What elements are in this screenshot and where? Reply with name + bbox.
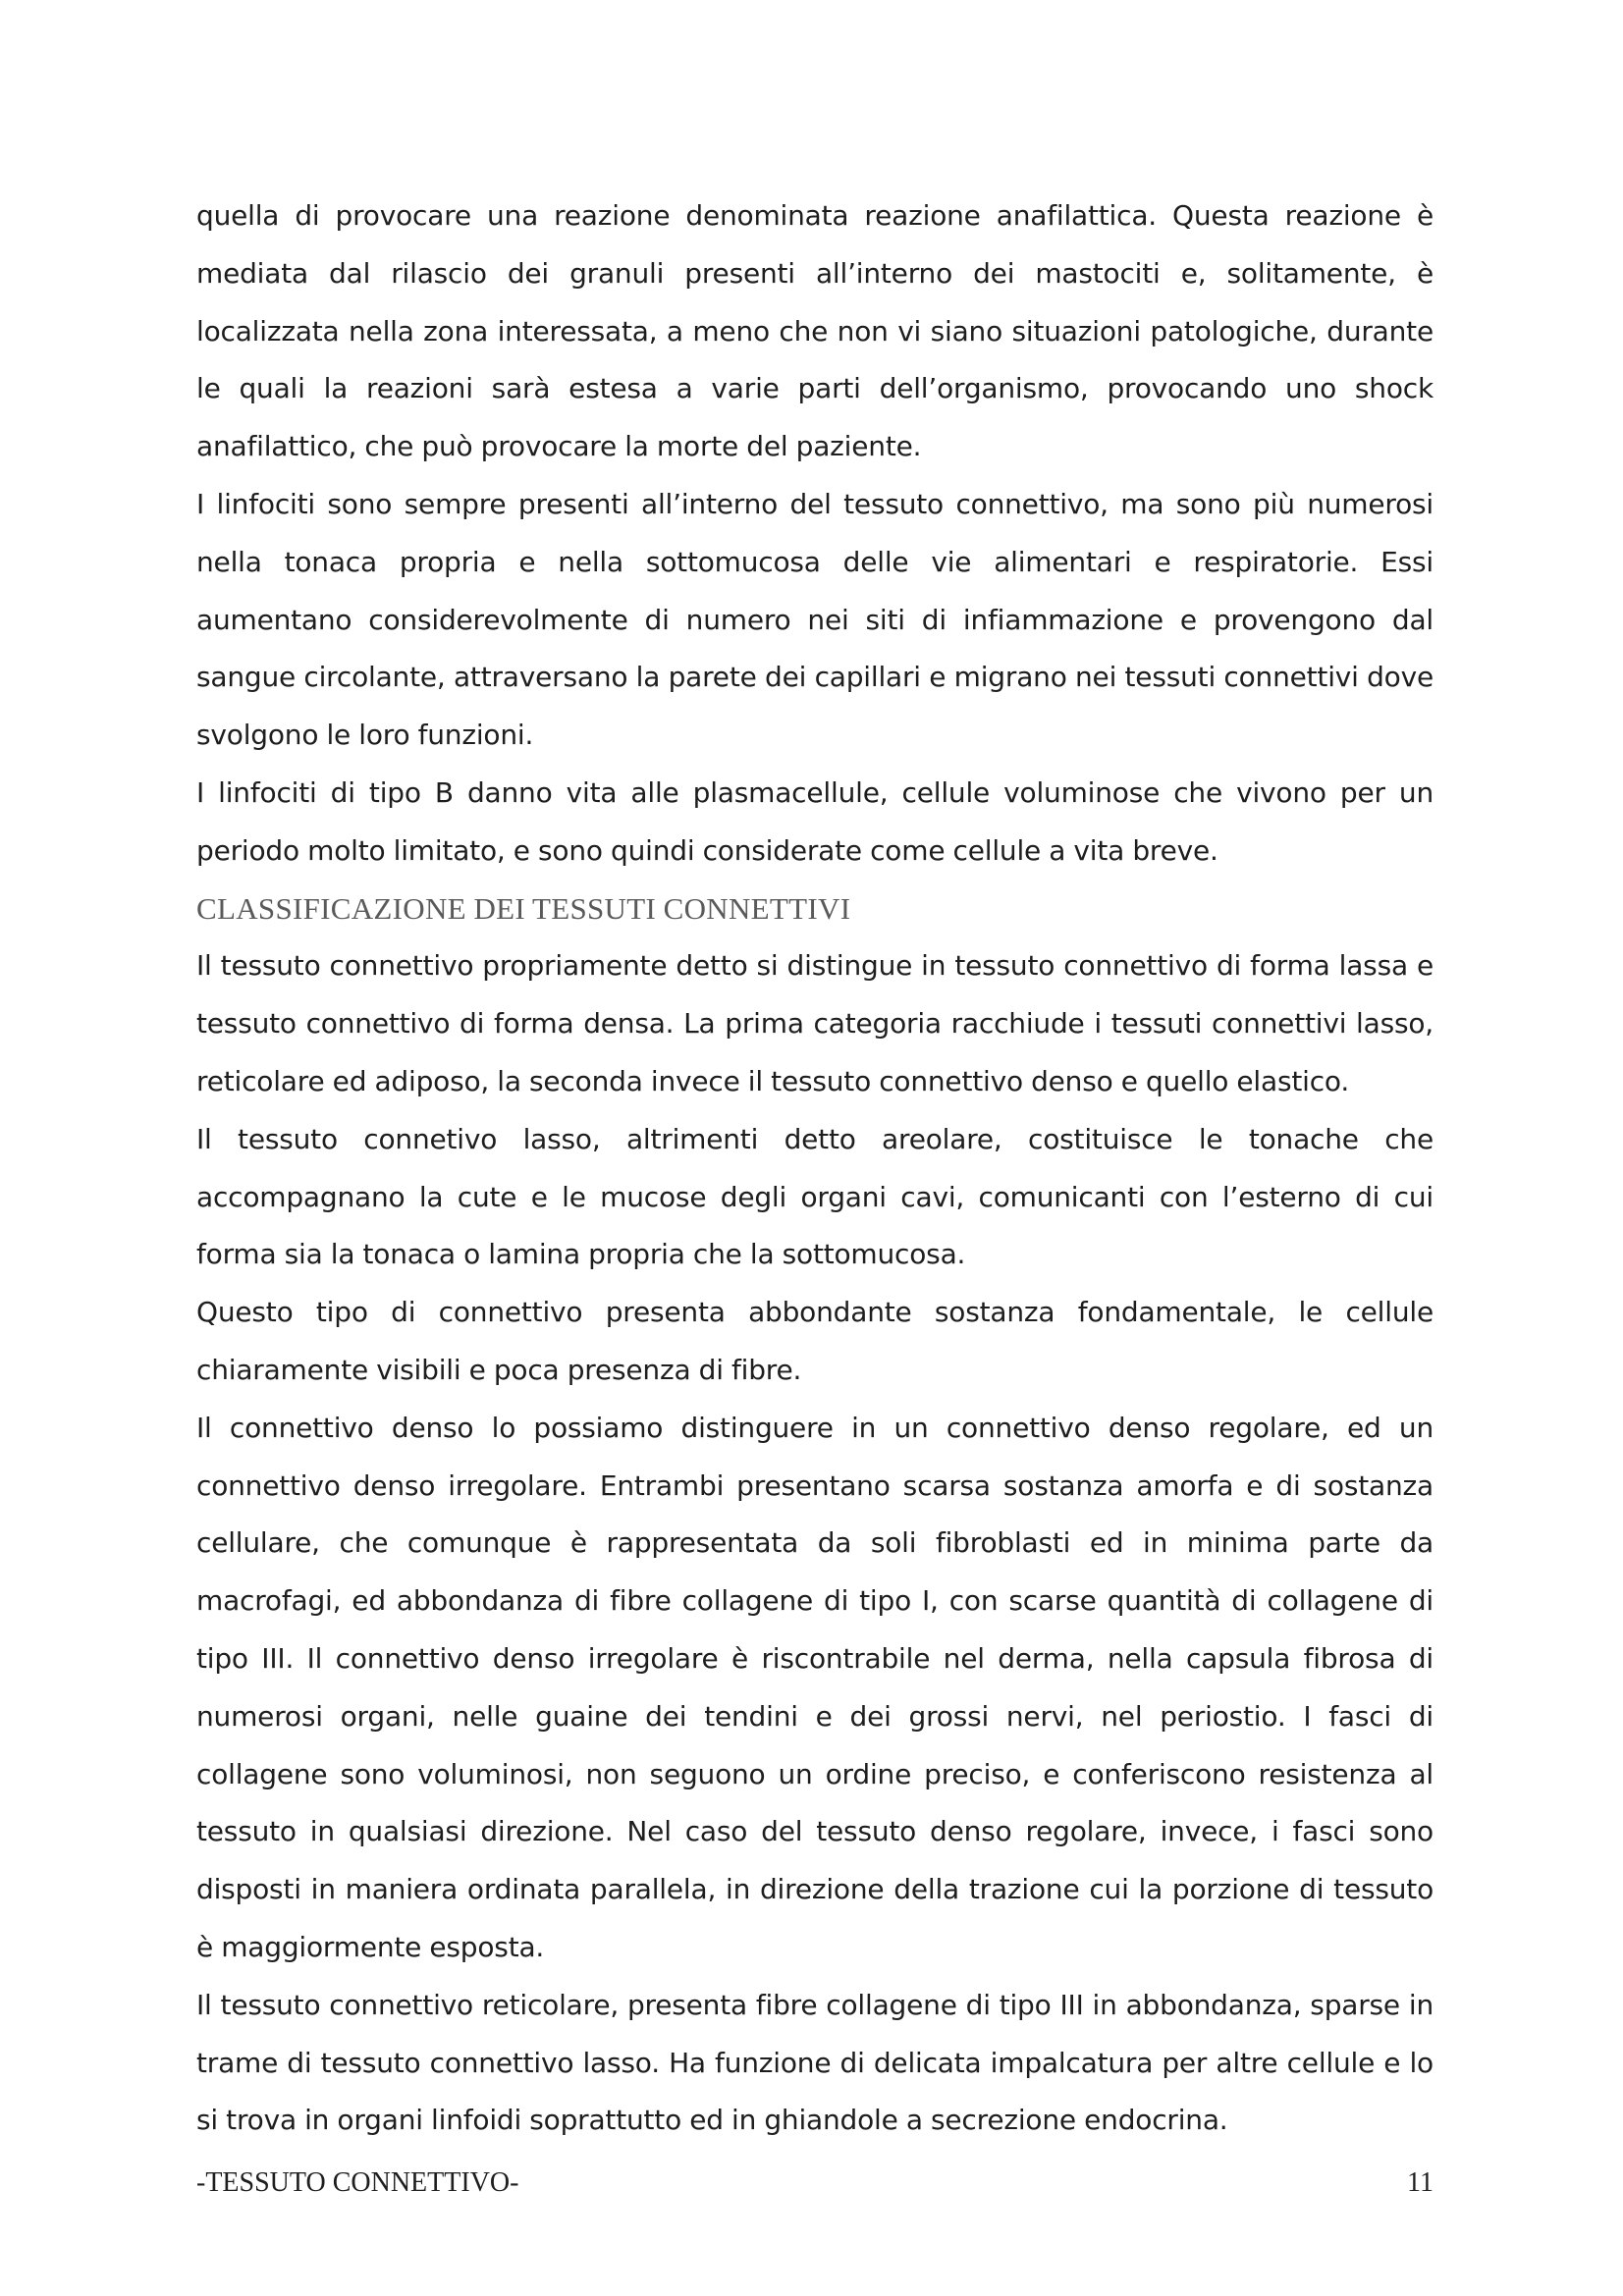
paragraph-loose-connective: Il tessuto connetivo lasso, altrimenti detto areolare, costituisce le tonache che accompagnano la cute e le mucose degli organi cavi, comunicanti con l’esterno di cui forma sia la tonaca o lamina propria che la sottomucosa. bbox=[196, 1122, 1434, 1271]
paragraph-dense-connective: Il connettivo denso lo possiamo distinguere in un connettivo denso regolare, ed un connettivo denso irregolare. Entrambi presentano scarsa sostanza amorfa e di sostanza cellulare, che comunque è rappresentata da soli fibroblasti ed in minima parte da macrofagi, ed abbondanza di fibre collagene di tipo I, con scarse quantità di collagene di tipo III. Il connettivo denso irregolare è riscontrabile nel derma, nella capsula fibrosa di numerosi organi, nelle guaine dei tendini e dei grossi nervi, nel periostio. I fasci di collagene sono voluminosi, non seguono un ordine preciso, e conferiscono resistenza al tessuto in qualsiasi direzione. Nel caso del tessuto denso regolare, invece, i fasci sono disposti in maniera ordinata parallela, in direzione della trazione cui la porzione di tessuto è maggiormente esposta. bbox=[196, 1411, 1434, 1963]
footer-title: -TESSUTO CONNETTIVO- bbox=[196, 2167, 519, 2198]
paragraph-b-lymphocytes: I linfociti di tipo B danno vita alle plasmacellule, cellule voluminose che vivono per un periodo molto limitato, e sono quindi considerate come cellule a vita breve. bbox=[196, 775, 1434, 867]
paragraph-connective-classification: Il tessuto connettivo propriamente detto si distingue in tessuto connettivo di forma lassa e tessuto connettivo di forma densa. La prima categoria racchiude i tessuti connettivi lasso, reticolare ed adiposo, la seconda invece il tessuto connettivo denso e quello elastico. bbox=[196, 949, 1434, 1097]
paragraph-connective-features: Questo tipo di connettivo presenta abbondante sostanza fondamentale, le cellule chiaramente visibili e poca presenza di fibre. bbox=[196, 1296, 1434, 1386]
paragraph-lymphocytes: I linfociti sono sempre presenti all’interno del tessuto connettivo, ma sono più numerosi nella tonaca propria e nella sottomucosa delle vie alimentari e respiratorie. Essi aumentano considerevolmente di numero nei siti di infiammazione e provengono dal sangue circolante, attraversano la parete dei capillari e migrano nei tessuti connettivi dove svolgono le loro funzioni. bbox=[196, 487, 1434, 752]
paragraph-anaphylaxis: quella di provocare una reazione denominata reazione anafilattica. Questa reazione è mediata dal rilascio dei granuli presenti all’interno dei mastociti e, solitamente, è localizzata nella zona interessata, a meno che non vi siano situazioni patologiche, durante le quali la reazioni sarà estesa a varie parti dell’organismo, provocando uno shock anafilattico, che può provocare la morte del paziente. bbox=[196, 199, 1434, 463]
page-number: 11 bbox=[1407, 2167, 1434, 2198]
page-body bbox=[196, 187, 1434, 2150]
paragraph-reticular-connective: Il tessuto connettivo reticolare, presenta fibre collagene di tipo III in abbondanza, sparse in trame di tessuto connettivo lasso. Ha funzione di delicata impalcatura per altre cellule e lo si trova in organi linfoidi soprattutto ed in ghiandole a secrezione endocrina. bbox=[196, 1988, 1434, 2137]
section-heading: CLASSIFICAZIONE DEI TESSUTI CONNETTIVI bbox=[196, 890, 851, 926]
